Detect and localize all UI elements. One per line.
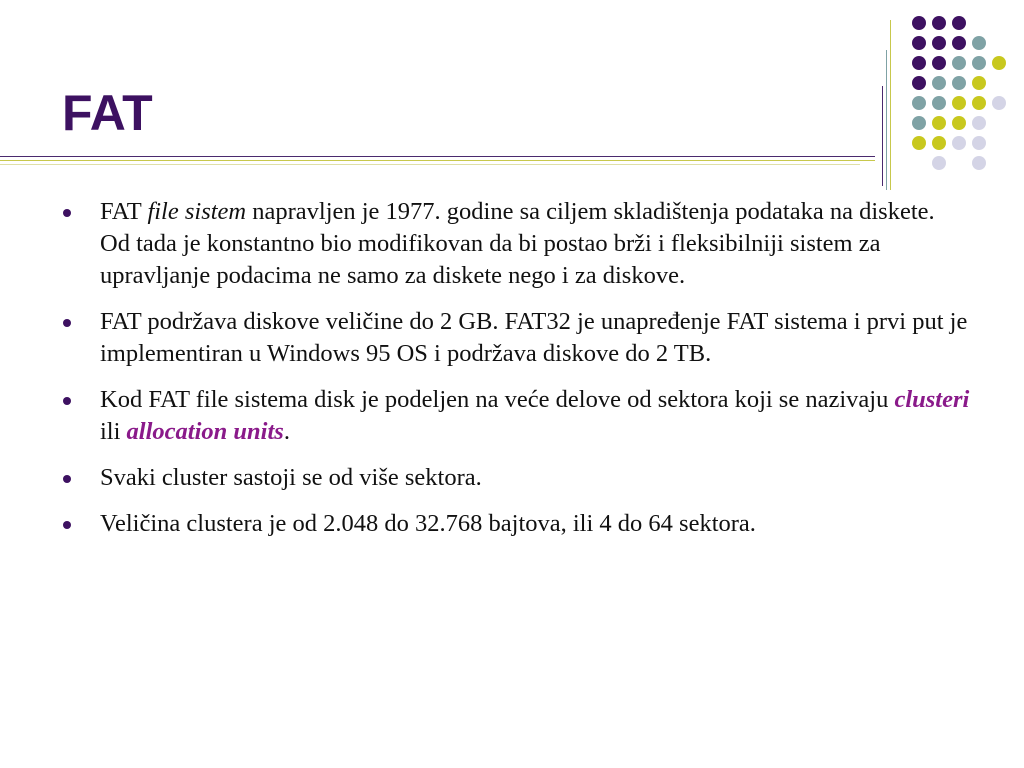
decor-dot — [972, 76, 986, 90]
decor-dot — [912, 36, 926, 50]
decor-dot — [932, 16, 946, 30]
slide-title: FAT — [62, 85, 153, 141]
bullet-italic-term: file sistem — [147, 198, 247, 225]
decor-dot — [912, 116, 926, 130]
decor-dot — [912, 76, 926, 90]
title-divider-line — [0, 164, 860, 165]
decor-dot — [952, 96, 966, 110]
highlighted-term: allocation units — [126, 418, 284, 445]
decor-dot — [972, 56, 986, 70]
decor-dot — [952, 76, 966, 90]
decor-dot — [932, 56, 946, 70]
highlighted-term: clusteri — [894, 386, 970, 413]
bullet-text: napravljen je 1977. godine sa ciljem skladištenja podataka na diskete. Od tada je konstantno bio modifikovan da bi postao brži i fleksibilniji sistem za upravljanje podacima ne samo za diskete nego i za diskove. — [100, 198, 935, 289]
list-item — [60, 462, 970, 494]
bullet-icon — [63, 475, 71, 483]
list-item — [60, 508, 970, 540]
decor-dot — [932, 36, 946, 50]
decor-dot — [912, 56, 926, 70]
bullet-icon — [63, 521, 71, 529]
decor-dot — [952, 56, 966, 70]
decor-vertical-line — [886, 50, 887, 190]
list-item — [60, 196, 970, 292]
decor-dot — [952, 136, 966, 150]
decor-dot — [912, 16, 926, 30]
decor-dot — [992, 96, 1006, 110]
decor-vertical-line — [882, 86, 883, 186]
bullet-icon — [63, 319, 71, 327]
decor-dot — [972, 156, 986, 170]
decor-dot — [952, 116, 966, 130]
title-divider-line — [0, 156, 875, 157]
decor-dot — [952, 16, 966, 30]
decor-dot — [972, 136, 986, 150]
decor-dot — [932, 156, 946, 170]
decorative-dot-grid — [900, 10, 1010, 170]
bullet-text: ili — [100, 418, 127, 445]
bullet-text: Svaki cluster sastoji se od više sektora. — [100, 464, 482, 491]
bullet-text: Veličina clustera je od 2.048 do 32.768 bajtova, ili 4 do 64 sektora. — [100, 510, 756, 537]
bullet-text: FAT — [100, 198, 148, 225]
decor-dot — [932, 136, 946, 150]
list-item — [60, 306, 970, 370]
bullet-list — [60, 196, 970, 554]
bullet-icon — [63, 397, 71, 405]
decor-dot — [912, 96, 926, 110]
decor-dot — [932, 76, 946, 90]
decor-dot — [932, 116, 946, 130]
decor-dot — [992, 56, 1006, 70]
bullet-text: FAT podržava diskove veličine do 2 GB. FAT32 je unapređenje FAT sistema i prvi put je implementiran u Windows 95 OS i podržava diskove do 2 TB. — [100, 308, 968, 367]
decor-dot — [912, 136, 926, 150]
decor-dot — [952, 36, 966, 50]
decor-dot — [972, 36, 986, 50]
decor-vertical-line — [890, 20, 891, 190]
bullet-text: Kod FAT file sistema disk je podeljen na veće delove od sektora koji se nazivaju — [100, 386, 895, 413]
decor-dot — [932, 96, 946, 110]
title-divider-line — [0, 160, 875, 161]
list-item — [60, 384, 970, 448]
decor-dot — [972, 116, 986, 130]
decor-dot — [972, 96, 986, 110]
bullet-icon — [63, 209, 71, 217]
bullet-text: . — [283, 418, 290, 445]
